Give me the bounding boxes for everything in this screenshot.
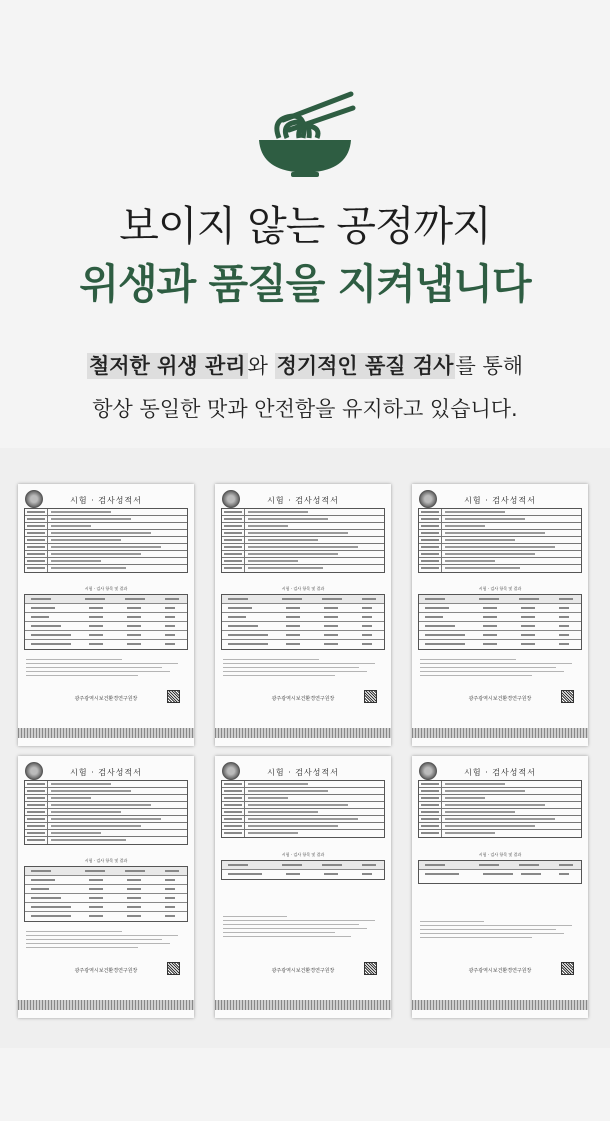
certificate-info-table [418, 780, 582, 838]
result-section-title: 시험 · 검사 항목 및 결과 [281, 852, 325, 857]
description-line2: 항상 동일한 맛과 안전함을 유지하고 있습니다. [92, 397, 518, 421]
issuer-name: 광주광역시보건환경연구원장 [74, 968, 138, 974]
result-section-title: 시험 · 검사 항목 및 결과 [84, 858, 128, 863]
issuer-name: 광주광역시보건환경연구원장 [271, 696, 335, 702]
result-table [24, 866, 188, 922]
result-section-title: 시험 · 검사 항목 및 결과 [281, 586, 325, 591]
certificate-info-table [418, 508, 582, 573]
certificate-title: 시험 · 검사성적서 [267, 768, 339, 777]
certificate-title: 시험 · 검사성적서 [464, 768, 536, 777]
certificate-title: 시험 · 검사성적서 [70, 496, 142, 505]
result-table [221, 860, 385, 880]
certificate-notes [420, 659, 580, 679]
inspection-certificate [412, 756, 588, 1018]
result-table [418, 860, 582, 884]
certificate-footer [215, 1000, 391, 1010]
qr-code-icon [364, 962, 377, 975]
qr-code-icon [561, 690, 574, 703]
headline-line2: 위생과 품질을 지켜냅니다 [79, 260, 531, 308]
certificate-footer [18, 1000, 194, 1010]
highlight-hygiene: 철저한 위생 관리 [88, 354, 246, 378]
inspection-certificate [18, 756, 194, 1018]
result-table [221, 594, 385, 650]
issuer-name: 광주광역시보건환경연구원장 [468, 696, 532, 702]
certificate-title: 시험 · 검사성적서 [70, 768, 142, 777]
certificate-info-table [221, 780, 385, 838]
certificate-gallery [0, 448, 610, 1048]
certificate-info-table [24, 508, 188, 573]
qr-code-icon [561, 962, 574, 975]
description-line1 [0, 350, 610, 382]
headline-line1: 보이지 않는 공정까지 [119, 202, 491, 250]
inspection-certificate [215, 756, 391, 1018]
inspection-certificate [18, 484, 194, 746]
certificate-notes [420, 921, 580, 941]
highlight-inspection: 정기적인 품질 검사 [276, 354, 454, 378]
result-section-title: 시험 · 검사 항목 및 결과 [478, 586, 522, 591]
qr-code-icon [167, 962, 180, 975]
result-table [418, 594, 582, 650]
qr-code-icon [364, 690, 377, 703]
noodle-bowl-icon [253, 88, 357, 178]
certificate-info-table [221, 508, 385, 573]
result-section-title: 시험 · 검사 항목 및 결과 [478, 852, 522, 857]
certificate-notes [26, 931, 186, 951]
description-join1: 와 [247, 354, 275, 378]
certificate-notes [223, 916, 383, 940]
certificate-info-table [24, 780, 188, 845]
issuer-name: 광주광역시보건환경연구원장 [74, 696, 138, 702]
inspection-certificate [412, 484, 588, 746]
certificate-footer [412, 1000, 588, 1010]
issuer-name: 광주광역시보건환경연구원장 [468, 968, 532, 974]
issuer-name: 광주광역시보건환경연구원장 [271, 968, 335, 974]
inspection-certificate [215, 484, 391, 746]
result-table [24, 594, 188, 650]
description-join2: 를 통해 [455, 354, 524, 378]
certificate-footer [18, 728, 194, 738]
certificate-footer [215, 728, 391, 738]
certificate-notes [26, 659, 186, 679]
qr-code-icon [167, 690, 180, 703]
certificate-footer [412, 728, 588, 738]
certificate-title: 시험 · 검사성적서 [464, 496, 536, 505]
certificate-notes [223, 659, 383, 679]
hero-section [0, 0, 610, 448]
certificate-title: 시험 · 검사성적서 [267, 496, 339, 505]
result-section-title: 시험 · 검사 항목 및 결과 [84, 586, 128, 591]
bottom-spacer [0, 1048, 610, 1121]
